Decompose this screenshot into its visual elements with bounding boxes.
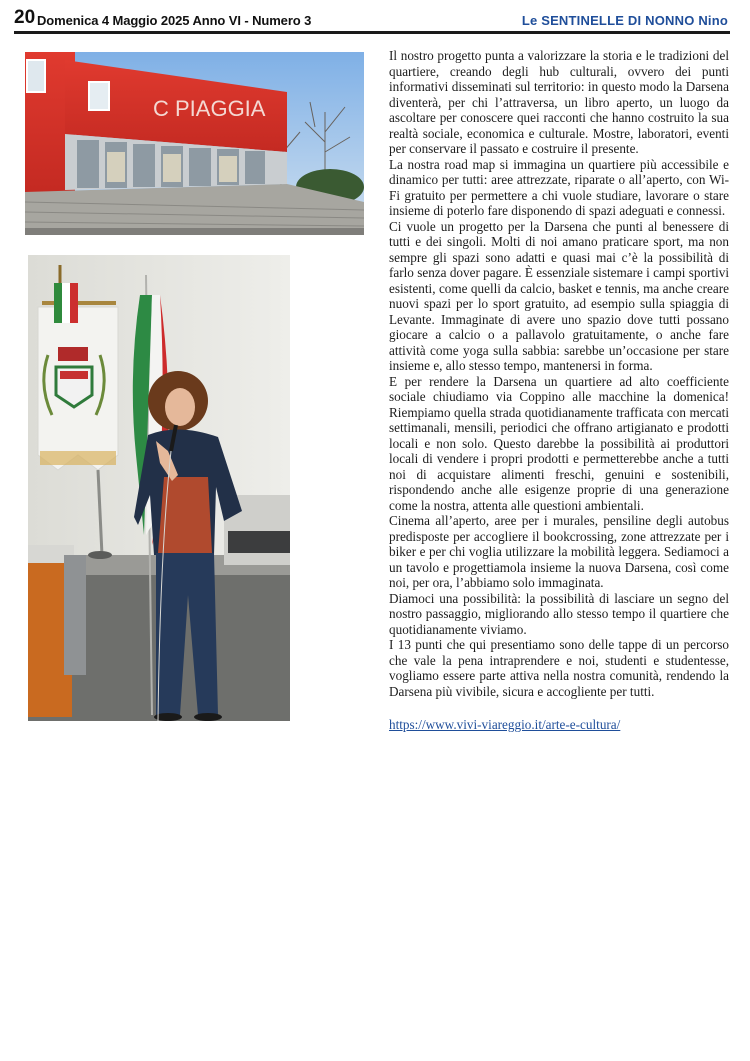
source-link[interactable]: https://www.vivi-viareggio.it/arte-e-cultura/ [389,717,621,732]
building-photo [25,52,364,235]
article-paragraph: Cinema all’aperto, aree per i murales, pensiline degli autobus predisposte per accogliere il bookcrossing, zone attrezzate per i biker e per chi voglia utilizzare la mobilità leggera. Sediamoci a un tavolo e progettiamola insieme la nuova Darsena, così come noi, per ora, l’abbiamo solo immaginata. [389,513,729,590]
article-paragraph: Ci vuole un progetto per la Darsena che punti al benessere di tutti e dei singoli. Molti di noi amano praticare sport, ma non sempre gli spazi sono adatti e quasi mai c’è la possibilità di farlo senza dover pagare. È essenziale sistemare i campi sportivi esistenti, come quelli da calcio, basket e tennis, ma anche creare nuovi spazi per lo sport gratuito, ad esempio sulla spiaggia di Levante. Immaginate di avere uno spazio dove tutti possano giocare a calcio o a pallavolo gratuitamente, o anche fare attività come yoga sulla sabbia: sarebbe un’occasione per stare insieme e, allo stesso tempo, mantenersi in forma. [389,218,729,373]
article-paragraph: I 13 punti che qui presentiamo sono delle tappe di un percorso che vale la pena intraprendere e noi, studenti e studentesse, vogliamo essere parte attiva nella nostra comunità, rendendo la Darsena più vivibile, sicura e accogliente per tutti. [389,637,729,699]
speaker-photo [28,255,290,721]
article-paragraph: E per rendere la Darsena un quartiere ad alto coefficiente sociale chiudiamo via Coppino alle macchine la domenica! Riempiamo quella strada quotidianamente trafficata con mercati settimanali, mensili, periodici che offrano artigianato e prodotti locali e non solo. Questo darebbe la possibilità ai produttori locali di vendere i propri prodotti e permetterebbe anche a tutti noi di acquistare alimenti freschi, genuini e sostenibili, rispondendo anche alle esigenze proprie di una generazione come la nostra, attenta alle questioni ambientali. [389,373,729,513]
article-paragraph: La nostra road map si immagina un quartiere più accessibile e dinamico per tutti: aree attrezzate, riparate o all’aperto, con Wi-Fi gratuito per permettere a chi vuole studiare, lavorare o stare insieme di poterlo fare disponendo di spazi adeguati e connessi. [389,156,729,218]
link-container [389,717,729,733]
article-body [389,48,729,733]
masthead-title: Le SENTINELLE DI NONNO Nino [521,13,728,28]
building-sign: C PIAGGIA [153,96,266,121]
page-header [14,6,730,34]
article-paragraph: Diamoci una possibilità: la possibilità di lasciare un segno del nostro passaggio, migliorando allo stesso tempo il quartiere che quotidianamente viviamo. [389,590,729,637]
issue-info: Domenica 4 Maggio 2025 Anno VI - Numero 3 [37,13,312,28]
page-number: 20 [14,7,36,28]
article-paragraph: Il nostro progetto punta a valorizzare la storia e le tradizioni del quartiere, creando degli hub culturali, ovvero dei punti informativi disseminati sul territorio: in questo modo la Darsena diventerà, per chi l’attraversa, un libro aperto, un luogo da ascoltare per conoscere quei racconti che hanno costruito la sua realtà sociale, economica e culturale. Mostre, laboratori, eventi per conservare il passato e costruire il presente. [389,48,729,156]
